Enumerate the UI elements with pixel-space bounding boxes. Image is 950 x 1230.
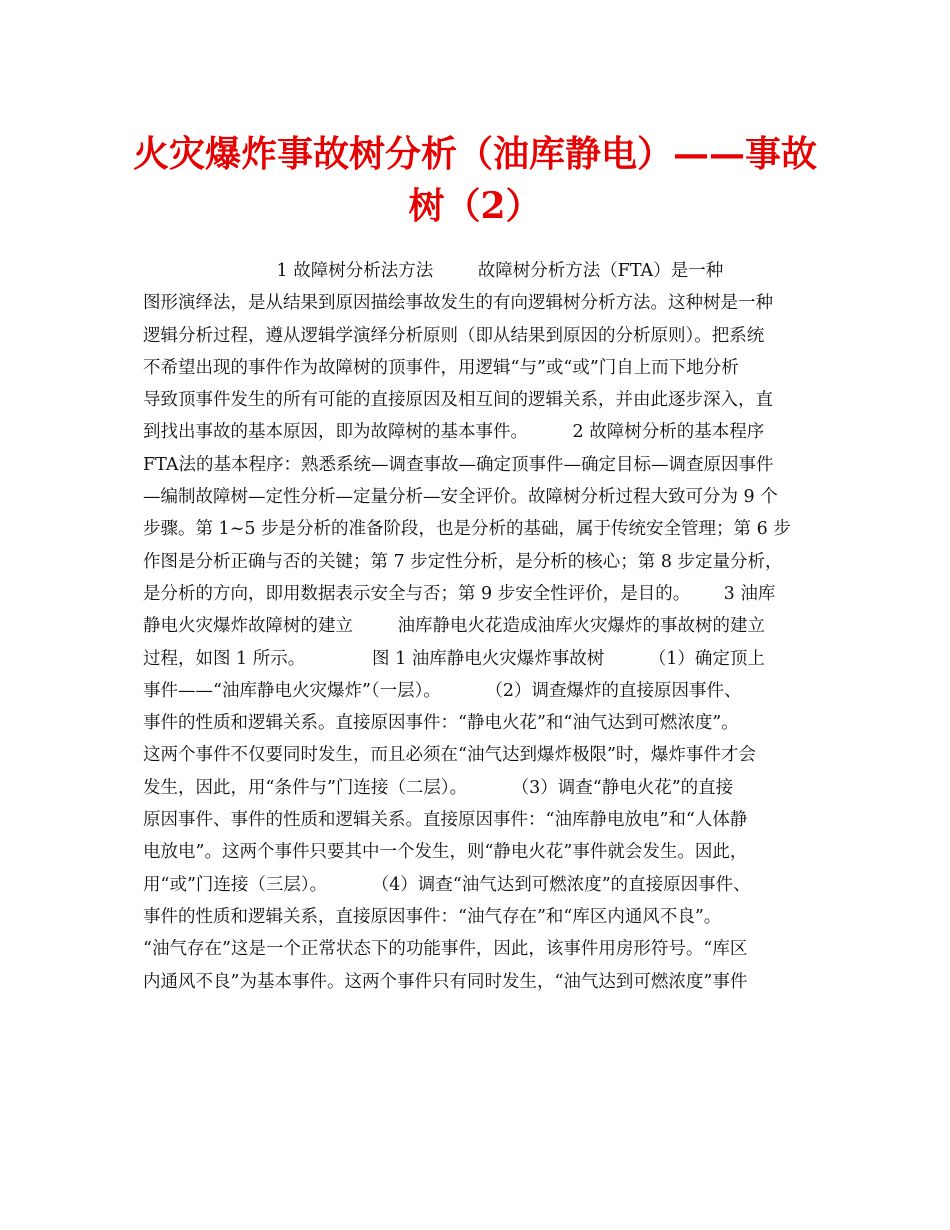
body-line: 事件的性质和逻辑关系，直接原因事件：“油气存在”和“库区内通风不良”。 [143, 906, 722, 927]
body-line: 逻辑分析过程，遵从逻辑学演绎分析原则（即从结果到原因的分析原则）。把系统 [143, 325, 765, 346]
body-line: 静电火灾爆炸故障树的建立 油库静电火花造成油库火灾爆炸的事故树的建立 [143, 616, 765, 637]
body-line: 事件——“油库静电火灾爆炸”（一层）。 （2）调查爆炸的直接原因事件、 [143, 680, 742, 701]
body-line: 事件的性质和逻辑关系。直接原因事件：“静电火花”和“油气达到可燃浓度”。 [143, 713, 739, 734]
body-line: 用“或”门连接（三层）。 （4）调查“油气达到可燃浓度”的直接原因事件、 [143, 874, 751, 895]
body-line: 导致顶事件发生的所有可能的直接原因及相互间的逻辑关系，并由此逐步深入，直 [143, 390, 773, 411]
body-line: 发生，因此，用“条件与”门连接（二层）。 （3）调查“静电火花”的直接 [143, 777, 734, 798]
title-line: 树（2） [408, 185, 542, 227]
body-line: 到找出事故的基本原因，即为故障树的基本事件。 2 故障树分析的基本程序 [143, 422, 765, 443]
document-title [100, 128, 850, 232]
body-line: 步骤。第 1~5 步是分析的准备阶段，也是分析的基础，属于传统安全管理；第 6 步 [143, 519, 791, 540]
body-line: 不希望出现的事件作为故障树的顶事件，用逻辑“与”或“或”门自上而下地分析 [143, 357, 739, 378]
body-line: 原因事件、事件的性质和逻辑关系。直接原因事件：“油库静电放电”和“人体静 [143, 810, 748, 831]
body-line: 作图是分析正确与否的关键；第 7 步定性分析，是分析的核心；第 8 步定量分析， [143, 551, 783, 572]
body-line: 这两个事件不仅要同时发生，而且必须在“油气达到爆炸极限”时，爆炸事件才会 [143, 745, 756, 766]
body-line: 电放电”。这两个事件只要其中一个发生，则“静电火花”事件就会发生。因此， [143, 842, 748, 863]
body-line: FTA法的基本程序：熟悉系统—调查事故—确定顶事件—确定目标—调查原因事件 [143, 454, 774, 475]
body-line: 1 故障树分析法方法 故障树分析方法（FTA）是一种 [143, 261, 724, 281]
body-line: —编制故障树—定性分析—定量分析—安全评价。故障树分析过程大致可分为 9 个 [143, 487, 778, 508]
body-line: 图形演绎法，是从结果到原因描绘事故发生的有向逻辑树分析方法。这种树是一种 [143, 293, 773, 314]
body-line: 内通风不良”为基本事件。这两个事件只有同时发生，“油气达到可燃浓度”事件 [143, 971, 748, 992]
body-line: “油气存在”这是一个正常状态下的功能事件，因此，该事件用房形符号。“库区 [143, 939, 748, 960]
body-paragraph [143, 255, 833, 998]
body-line: 过程，如图 1 所示。 图 1 油库静电火灾爆炸事故树 （1）确定顶上 [143, 648, 765, 669]
body-line: 是分析的方向，即用数据表示安全与否；第 9 步安全性评价，是目的。 3 油库 [143, 583, 776, 604]
title-line: 火灾爆炸事故树分析（油库静电）——事故 [132, 133, 817, 175]
